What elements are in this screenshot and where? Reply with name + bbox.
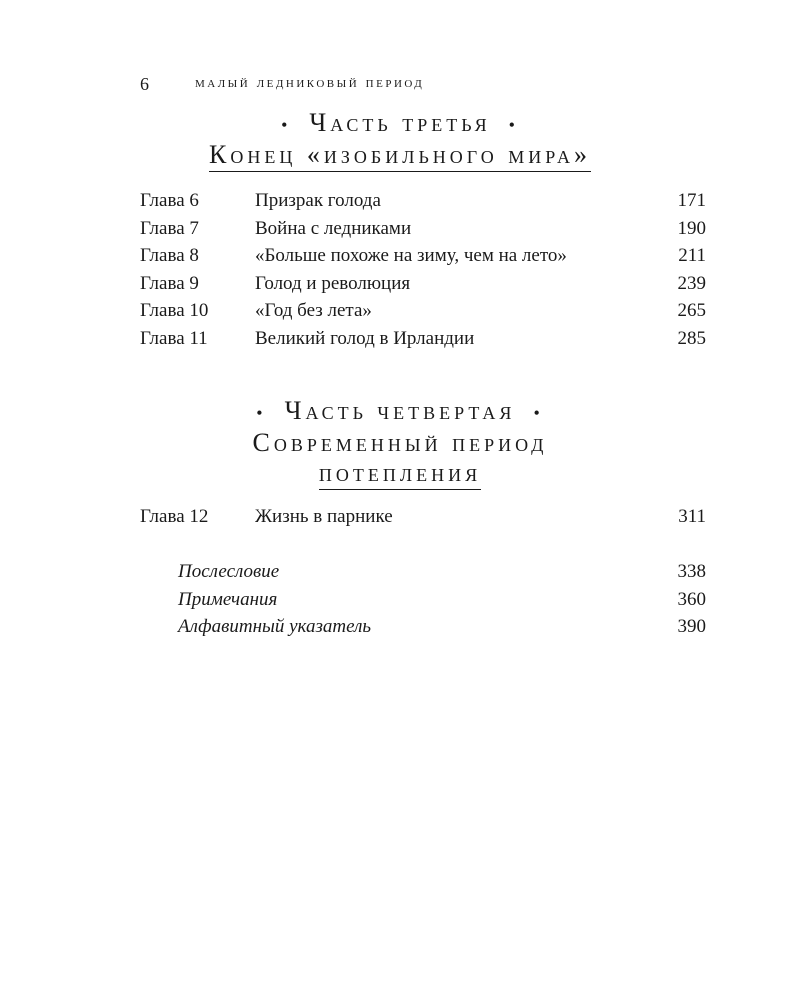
bullet-icon: • [281, 115, 292, 136]
part-four-toc [140, 506, 706, 534]
toc-row[interactable] [140, 190, 706, 218]
part-three-subtitle: Конец «изобильного мира» [209, 140, 591, 172]
chapter-title: Великий голод в Ирландии [255, 327, 475, 349]
back-matter-page: 360 [677, 588, 706, 610]
part-three-toc [140, 190, 706, 355]
chapter-label: Глава 7 [140, 217, 199, 239]
chapter-page: 190 [677, 217, 706, 239]
chapter-label: Глава 10 [140, 300, 209, 321]
toc-row[interactable] [140, 328, 706, 356]
part-four-heading [0, 396, 800, 490]
bullet-icon: • [533, 403, 544, 424]
running-head: малый ледниковый период [195, 74, 425, 91]
chapter-title: Призрак голода [255, 190, 381, 211]
back-matter-list [178, 561, 706, 644]
back-matter-page: 338 [677, 561, 706, 582]
chapter-title: Война с ледниками [255, 217, 412, 239]
chapter-title: Голод и революция [255, 272, 411, 294]
back-matter-row[interactable] [178, 561, 706, 589]
back-matter-row[interactable] [178, 589, 706, 617]
bullet-icon: • [508, 115, 519, 136]
chapter-label: Глава 8 [140, 245, 199, 266]
toc-row[interactable] [140, 506, 706, 534]
chapter-page: 171 [677, 190, 706, 211]
back-matter-page: 390 [677, 616, 706, 637]
chapter-title: «Больше похоже на зиму, чем на лето» [255, 245, 567, 266]
chapter-page: 311 [678, 506, 706, 527]
toc-row[interactable] [140, 300, 706, 328]
part-four-subtitle-line1: Современный период [252, 428, 548, 458]
back-matter-row[interactable] [178, 616, 706, 644]
back-matter-title: Примечания [178, 588, 278, 610]
toc-row[interactable] [140, 245, 706, 273]
chapter-page: 285 [677, 327, 706, 349]
bullet-icon: • [256, 403, 267, 424]
back-matter-title: Алфавитный указатель [178, 616, 371, 637]
chapter-title: Жизнь в парнике [255, 506, 393, 527]
part-four-title: Часть четвертая [284, 396, 516, 425]
chapter-page: 211 [678, 245, 706, 266]
chapter-page: 265 [677, 300, 706, 321]
part-three-heading [0, 108, 800, 172]
chapter-label: Глава 6 [140, 190, 199, 211]
back-matter-title: Послесловие [178, 561, 280, 582]
chapter-title: «Год без лета» [255, 300, 372, 321]
toc-row[interactable] [140, 218, 706, 246]
page-number: 6 [140, 74, 149, 94]
toc-row[interactable] [140, 273, 706, 301]
chapter-page: 239 [677, 272, 706, 294]
chapter-label: Глава 11 [140, 327, 208, 349]
chapter-label: Глава 9 [140, 272, 199, 294]
part-three-title: Часть третья [309, 108, 491, 137]
chapter-label: Глава 12 [140, 506, 209, 527]
part-four-subtitle-line2: потепления [319, 458, 481, 490]
